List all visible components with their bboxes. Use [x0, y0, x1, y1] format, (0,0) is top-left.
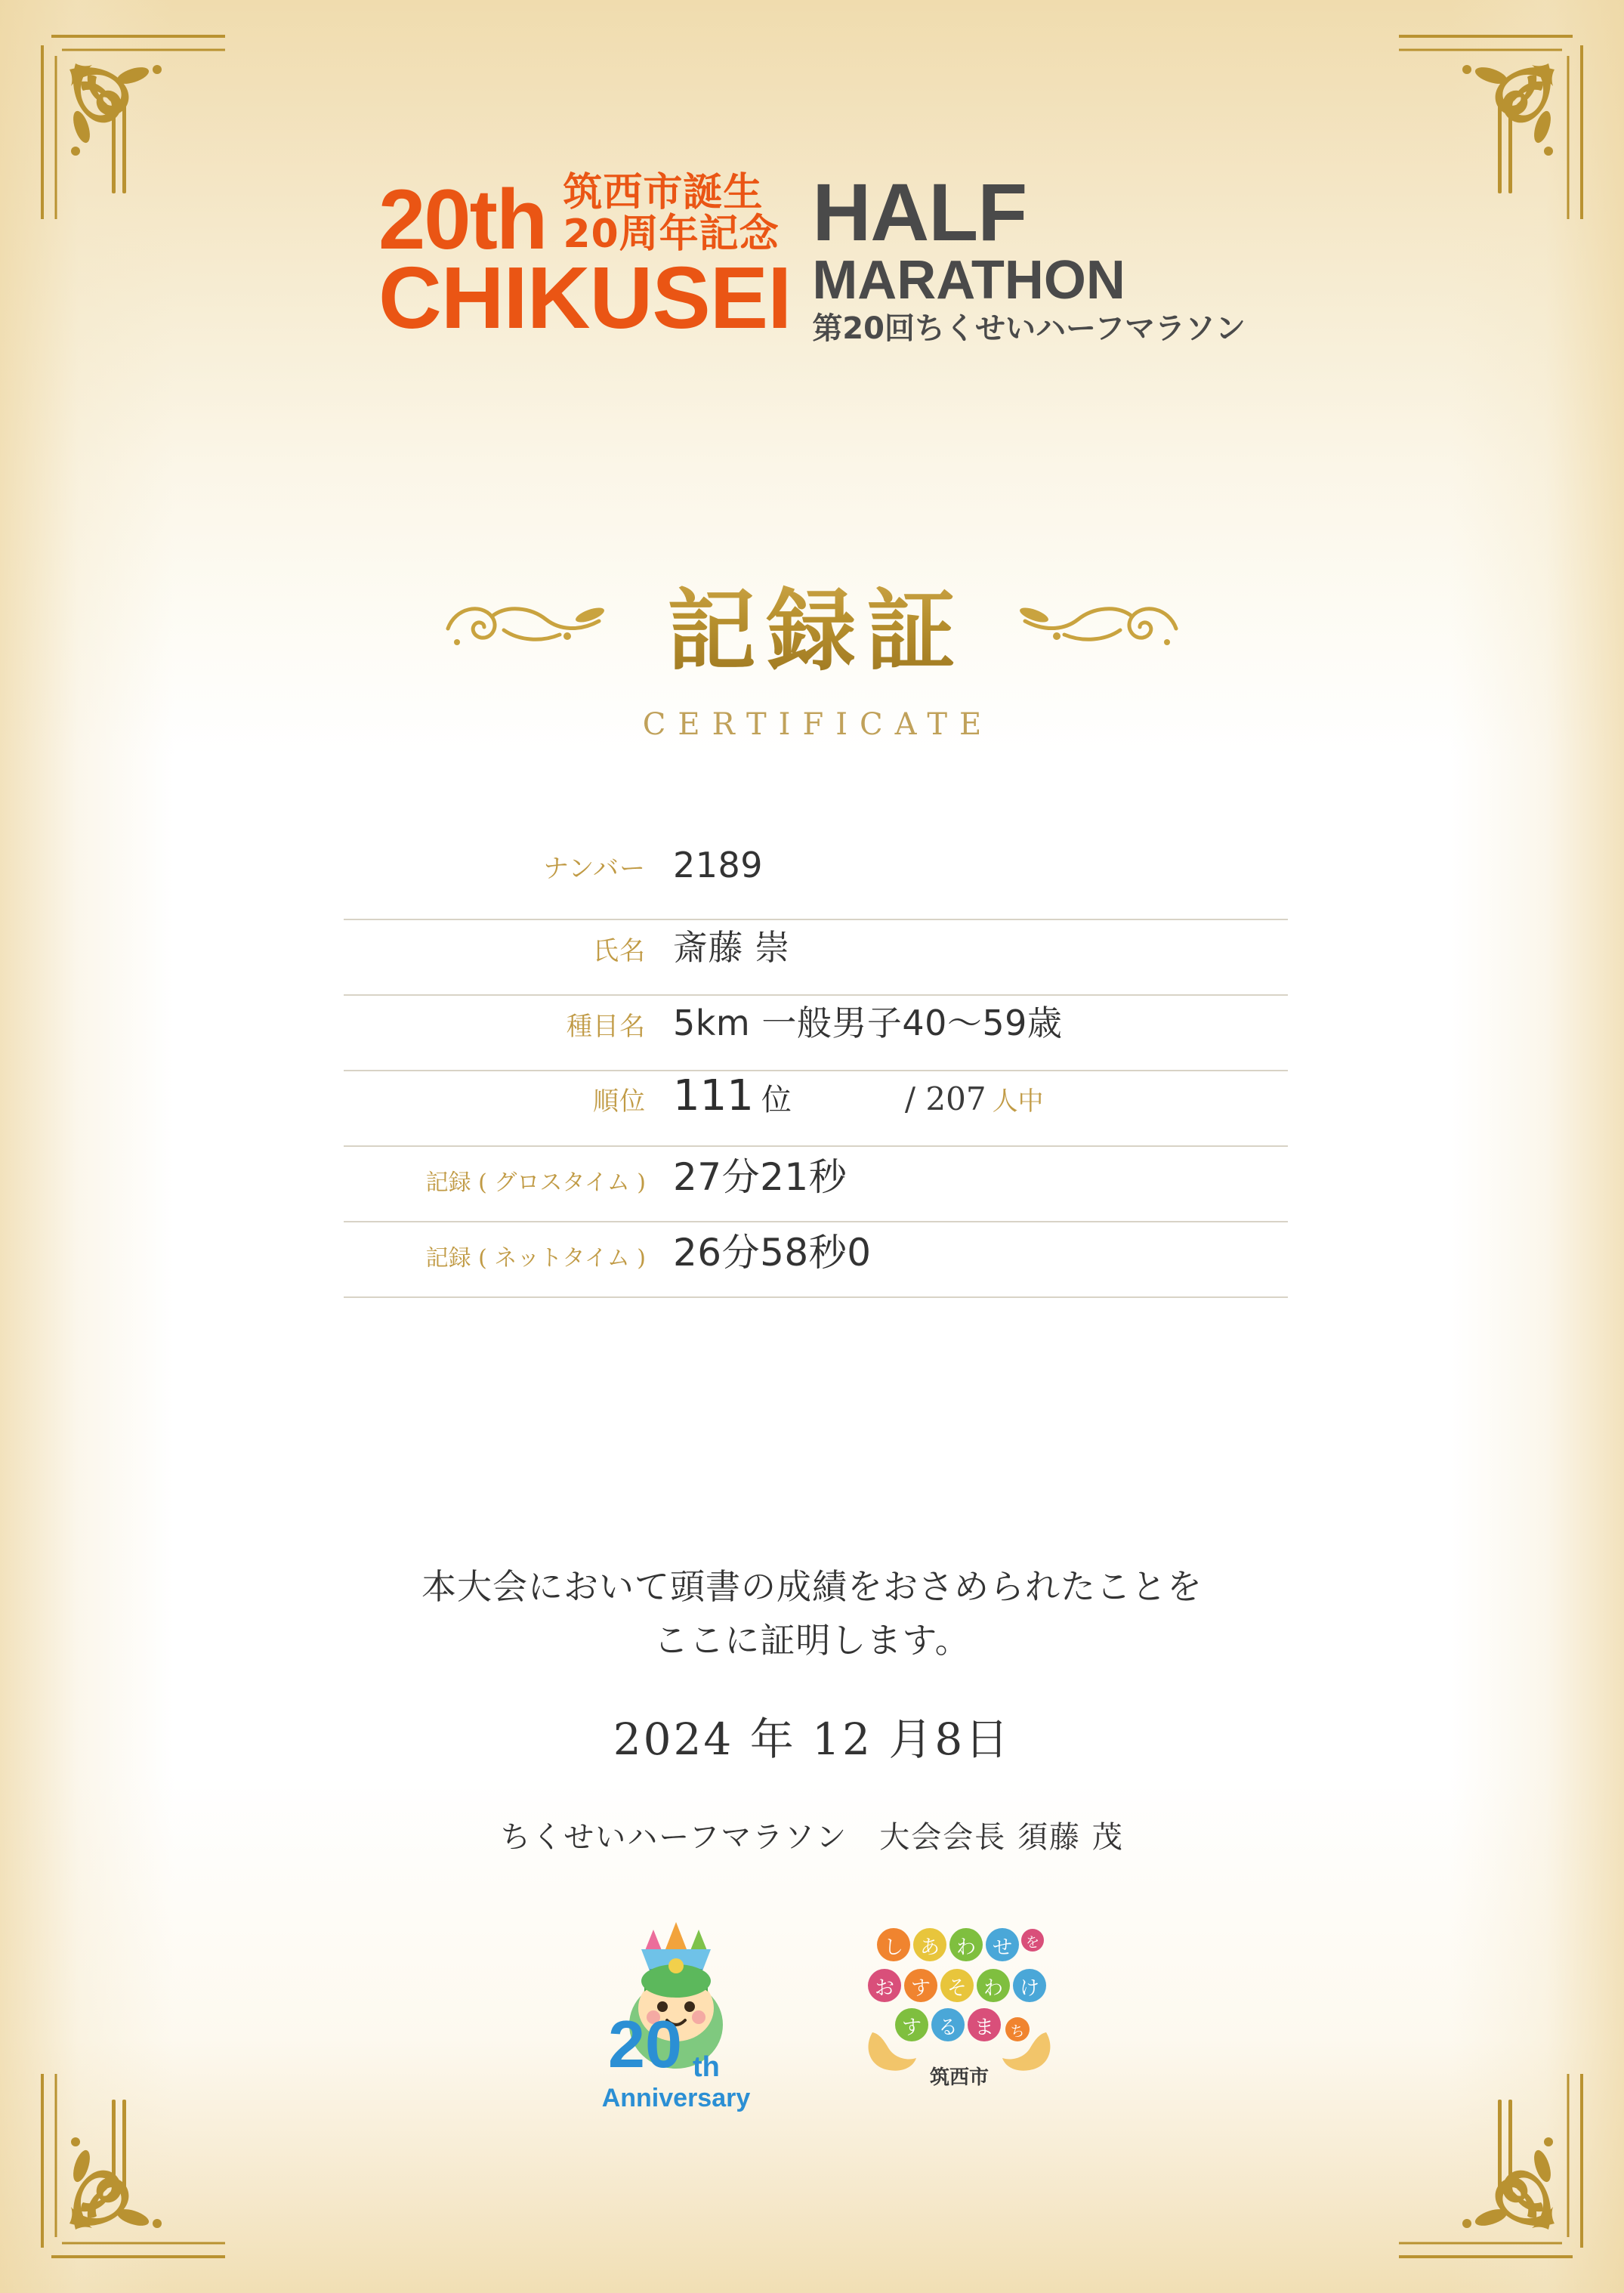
field-row-category [344, 996, 1288, 1071]
event-logo-header [0, 166, 1624, 348]
event-logo-top-row [378, 170, 780, 267]
svg-text:ち: ち [1010, 2023, 1025, 2040]
event-anniversary-jp [563, 172, 779, 260]
certificate-statement [0, 1560, 1624, 1668]
field-row-net-time [344, 1222, 1288, 1298]
field-rank-total-value: / 207 [904, 1080, 986, 1117]
statement-line-2: ここに証明します。 [653, 1620, 971, 1661]
bottom-logo-row [0, 1919, 1624, 2123]
field-rank-unit: 位 [761, 1083, 792, 1117]
event-subtitle-jp: 第20回ちくせいハーフマラソン [812, 311, 1246, 346]
anniversary-line-2: 20周年記念 [563, 212, 780, 258]
field-label-category: 種目名 [567, 1012, 646, 1042]
field-label-gross-time: 記録 ( グロスタイム ) [425, 1170, 646, 1196]
svg-text:わ: わ [956, 1936, 977, 1959]
flourish-left-icon [434, 582, 616, 665]
field-rank-total [905, 1080, 1044, 1117]
field-value-name: 斎藤 崇 [673, 927, 790, 968]
svg-text:th: th [693, 2051, 720, 2083]
event-city-name: CHIKUSEI [378, 249, 792, 348]
event-edition: 20th [378, 172, 547, 267]
field-value-rank: 111 [673, 1071, 754, 1120]
result-fields [344, 845, 1288, 1298]
anniversary-logo [563, 1919, 789, 2123]
certificate-title-block [0, 559, 1624, 742]
svg-text:け: け [1019, 1977, 1040, 2000]
svg-text:わ: わ [983, 1977, 1004, 2000]
event-logo-left [378, 170, 792, 348]
field-label-name: 氏名 [593, 936, 646, 966]
field-label-net-time: 記録 ( ネットタイム ) [425, 1245, 646, 1272]
certificate-title-en: CERTIFICATE [642, 707, 994, 742]
event-logo [378, 166, 1246, 348]
statement-line-1: 本大会において頭書の成績をおさめられたことを [421, 1566, 1203, 1607]
svg-text:あ: あ [919, 1936, 940, 1959]
svg-text:そ: そ [946, 1977, 968, 2000]
svg-text:す: す [901, 2016, 922, 2039]
svg-text:せ: せ [992, 1936, 1013, 1959]
city-logo [857, 1919, 1061, 2093]
field-value-number: 2189 [673, 845, 764, 885]
certificate-signature: ちくせいハーフマラソン 大会会長 須藤 茂 [500, 1820, 1124, 1855]
svg-text:筑西市: 筑西市 [929, 2066, 990, 2089]
field-rank-total-unit: 人中 [992, 1086, 1044, 1117]
field-value-category: 5km 一般男子40〜59歳 [673, 1003, 1063, 1043]
svg-text:し: し [883, 1936, 904, 1959]
svg-text:ま: ま [974, 2016, 995, 2039]
event-logo-right [812, 166, 1246, 346]
field-label-number: ナンバー [543, 854, 646, 884]
flourish-right-icon [1008, 582, 1190, 665]
svg-text:す: す [910, 1977, 931, 2000]
svg-text:お: お [874, 1977, 895, 2000]
field-value-net-time: 26分58秒0 [673, 1231, 872, 1275]
svg-text:20: 20 [608, 2007, 682, 2081]
svg-text:る: る [937, 2016, 959, 2039]
certificate-title-row [0, 559, 1624, 688]
svg-text:を: を [1026, 1935, 1039, 1951]
field-value-gross-time: 27分21秒 [673, 1155, 848, 1199]
event-marathon-label: MARATHON [812, 249, 1125, 311]
field-row-rank [344, 1071, 1288, 1147]
field-label-rank: 順位 [593, 1086, 646, 1117]
certificate-title-jp: 記録証 [658, 559, 966, 688]
field-row-number [344, 845, 1288, 920]
field-row-gross-time [344, 1147, 1288, 1222]
field-row-name [344, 920, 1288, 996]
event-half-label: HALF [812, 166, 1027, 258]
anniversary-line-1: 筑西市誕生 [563, 170, 764, 215]
certificate-date: 2024 年 12 月8日 [613, 1714, 1011, 1765]
svg-text:Anniversary: Anniversary [601, 2084, 751, 2112]
